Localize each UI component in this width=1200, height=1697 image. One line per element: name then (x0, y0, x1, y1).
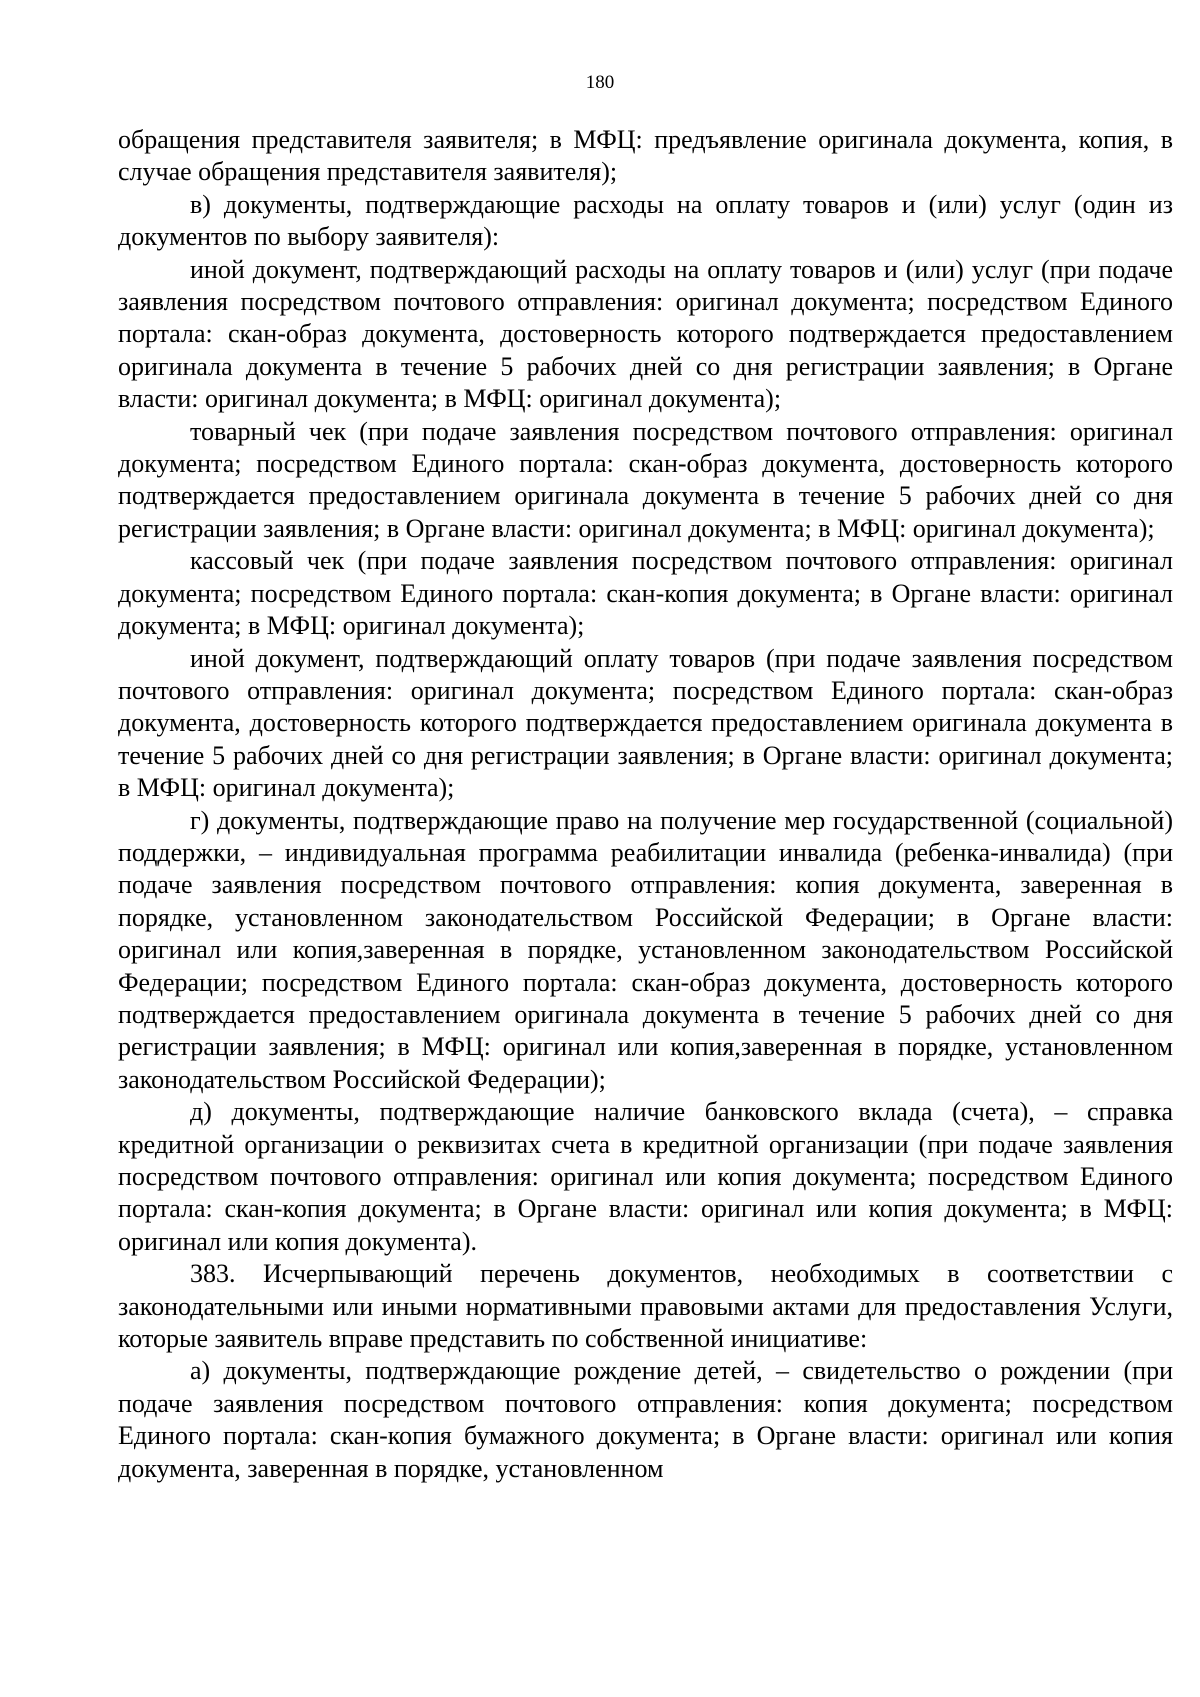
document-body (118, 124, 1173, 1485)
paragraph-continuation: обращения представителя заявителя; в МФЦ: предъявление оригинала документа, копия, в случае обращения представителя заявителя); (118, 125, 1173, 187)
paragraph-item-v: в) документы, подтверждающие расходы на оплату товаров и (или) услуг (один из документов по выбору заявителя): (118, 189, 1173, 252)
paragraph-section-383: 383. Исчерпывающий перечень документов, необходимых в соответствии с законодательными или иными нормативными правовыми актами для предоставления Услуги, которые заявитель вправе представить по собственной инициативе: (118, 1259, 1173, 1354)
paragraph-item-d: д) документы, подтверждающие наличие банковского вклада (счета), – справка кредитной организации о реквизитах счета в кредитной организации (при подаче заявления посредством почтового отправления: оригинал или копия документа; посредством Единого портала: скан-копия документа; в Органе власти: оригинал или копия документа; в МФЦ: оригинал или копия документа). (118, 1097, 1173, 1256)
paragraph-other-payment-document: иной документ, подтверждающий оплату товаров (при подаче заявления посредством почтового отправления: оригинал документа; посредством Единого портала: скан-образ документа, достоверность которого подтверждается предоставлением оригинала документа в течение 5 рабочих дней со дня регистрации заявления; в Органе власти: оригинал документа; в МФЦ: оригинал документа); (118, 643, 1173, 803)
page-number: 180 (585, 72, 615, 93)
paragraph-item-g: г) документы, подтверждающие право на получение мер государственной (социальной) поддержки, – индивидуальная программа реабилитации инвалида (ребенка-инвалида) (при подаче заявления посредством почтового отправления: копия документа, заверенная в порядке, установленном законодательством Российской Федерации; в Органе власти: оригинал или копия,заверенная в порядке, установленном законодательством Российской Федерации; посредством Единого портала: скан-образ документа, достоверность которого подтверждается предоставлением оригинала документа в течение 5 рабочих дней со дня регистрации заявления; в МФЦ: оригинал или копия,заверенная в порядке, установленном законодательством Российской Федерации); (118, 805, 1173, 1094)
paragraph-cash-receipt: кассовый чек (при подаче заявления посредством почтового отправления: оригинал документа; посредством Единого портала: скан-копия документа; в Органе власти: оригинал документа; в МФЦ: оригинал документа); (118, 546, 1173, 641)
paragraph-item-a: а) документы, подтверждающие рождение детей, – свидетельство о рождении (при подаче заявления посредством почтового отправления: копия документа; посредством Единого портала: скан-копия бумажного документа; в Органе власти: оригинал или копия документа, заверенная в порядке, установленном (118, 1356, 1173, 1483)
paragraph-sales-receipt: товарный чек (при подаче заявления посредством почтового отправления: оригинал документа; посредством Единого портала: скан-образ документа, достоверность которого подтверждается предоставлением оригинала документа в течение 5 рабочих дней со дня регистрации заявления; в Органе власти: оригинал документа; в МФЦ: оригинал документа); (118, 416, 1173, 543)
paragraph-other-expense-document: иной документ, подтверждающий расходы на оплату товаров и (или) услуг (при подаче заявления посредством почтового отправления: оригинал документа; посредством Единого портала: скан-образ документа, достоверность которого подтверждается предоставлением оригинала документа в течение 5 рабочих дней со дня регистрации заявления; в Органе власти: оригинал документа; в МФЦ: оригинал документа); (118, 254, 1173, 414)
